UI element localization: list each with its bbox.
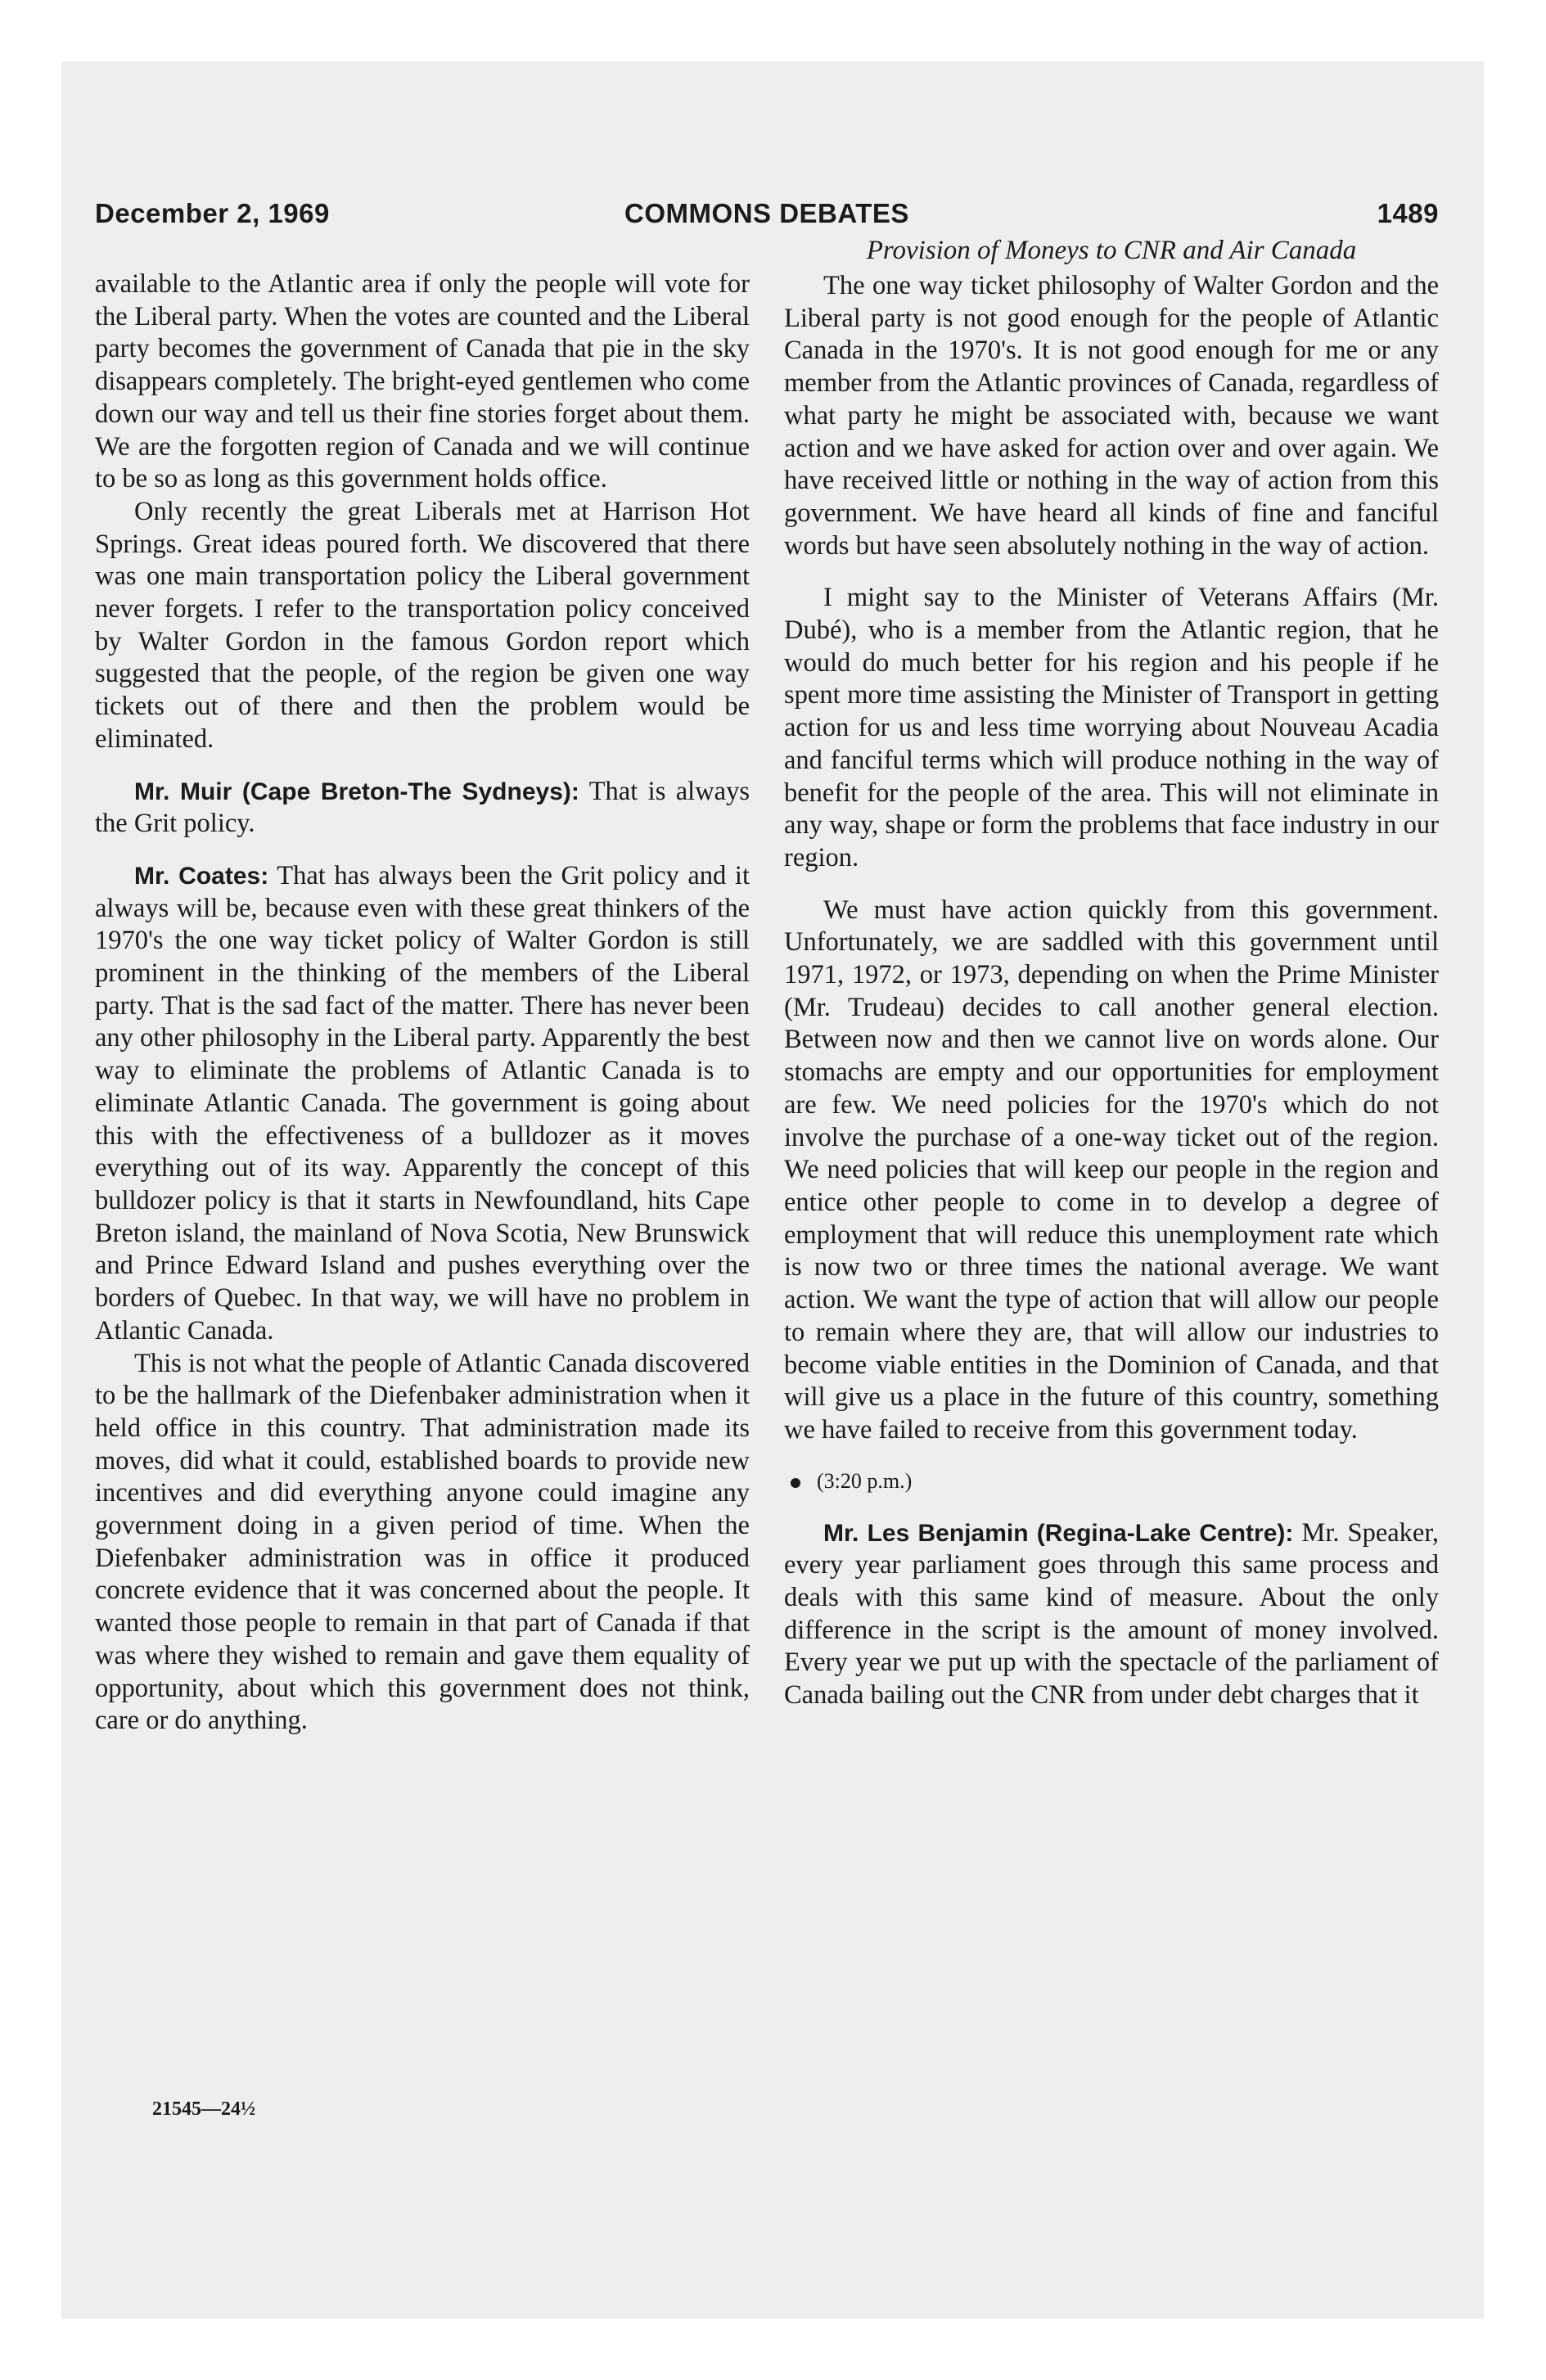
speech-paragraph (784, 1517, 1439, 1712)
paragraph: I might say to the Minister of Veterans Affairs (Mr. Dubé), who is a member from the Atlantic region, that he would do much better for his region and his people if he spent more time assisting the Minister of Transport in getting action for us and less time worrying about Nouveau Acadia and fanciful terms which will produce nothing in the way of benefit for the people of the area. This will not eliminate in any way, shape or form the problems that face industry in our region. (784, 583, 1439, 872)
timestamp (784, 1465, 1439, 1498)
page-header (95, 198, 1439, 231)
header-date: December 2, 1969 (95, 198, 330, 228)
paragraph: This is not what the people of Atlantic Canada discovered to be the hallmark of the Diefenbaker administration when it held office in this country. That administration made its moves, did what it could, established boards to provide new incentives and did everything anyone could imagine any government doing in a given period of time. When the Diefenbaker administration was in office it produced concrete evidence that it was concerned about the people. It wanted those people to remain in that part of Canada if that was where they wished to remain and gave them equality of opportunity, about which this government does not think, care or do anything. (95, 1348, 750, 1736)
header-title: COMMONS DEBATES (624, 198, 909, 228)
speaker-name: Mr. Coates: (134, 862, 269, 890)
header-page-number: 1489 (1377, 198, 1439, 228)
paragraph: We must have action quickly from this government. Unfortunately, we are saddled with this government until 1971, 1972, or 1973, depending on when the Prime Minister (Mr. Trudeau) decides to call another general election. Between now and then we cannot live on words alone. Our stomachs are empty and our opportunities for employment are few. We need policies for the 1970's which do not involve the purchase of a one-way ticket out of the region. We need policies that will keep our people in the region and entice other people to come in to develop a degree of employment that will reduce this unemployment rate which is now two or three times the national average. We want action. We want the type of action that will allow our people to remain where they are, that will allow our industries to become viable entities in the Dominion of Canada, and that will give us a place in the future of this country, something we have failed to receive from this government today. (784, 895, 1439, 1445)
printer-reference: 21545—24½ (152, 2098, 255, 2120)
speaker-name: Mr. Muir (Cape Breton-The Sydneys): (134, 778, 579, 805)
timestamp-text: (3:20 p.m.) (817, 1468, 913, 1493)
document-page (95, 187, 1439, 2175)
bullet-icon (791, 1478, 800, 1488)
speech-text: Mr. Speaker, every year parliament goes through this same process and deals with this same kind of measure. About the only difference in the script is the amount of money involved. Every year we put up with the spectacle of the parliament of Canada bailing out the CNR from under debt charges that it (784, 1517, 1439, 1711)
speech-paragraph (95, 776, 750, 841)
speech-text: That is always the Grit policy. (95, 776, 750, 839)
paragraph: Only recently the great Liberals met at Harrison Hot Springs. Great ideas poured forth. We discovered that there was one main transportation policy the Liberal government never forgets. I refer to the transportation policy conceived by Walter Gordon in the famous Gordon report which suggested that the people, of the region be given one way tickets out of there and then the problem would be eliminated. (95, 496, 750, 754)
speech-paragraph (95, 860, 750, 1348)
paragraph: available to the Atlantic area if only the people will vote for the Liberal party. When the votes are counted and the Liberal party becomes the government of Canada that pie in the sky disappears completely. The bright-eyed gentlemen who come down our way and tell us their fine stories forget about them. We are the forgotten region of Canada and we will continue to be so as long as this government holds office. (95, 269, 750, 494)
speech-text: That has always been the Grit policy and it always will be, because even with these great thinkers of the 1970's the one way ticket policy of Walter Gordon is still prominent in the thinking of the members of the Liberal party. That is the sad fact of the matter. There has never been any other philosophy in the Liberal party. Apparently the best way to eliminate the problems of Atlantic Canada is to eliminate Atlantic Canada. The government is going about this with the effectiveness of a bulldozer as it moves everything out of its way. Apparently the concept of this bulldozer policy is that it starts in Newfoundland, hits Cape Breton island, the mainland of Nova Scotia, New Brunswick and Prince Edward Island and pushes everything over the borders of Quebec. In that way, we will have no problem in Atlantic Canada. (95, 860, 750, 1346)
speaker-name: Mr. Les Benjamin (Regina-Lake Centre): (823, 1519, 1294, 1547)
paragraph: The one way ticket philosophy of Walter Gordon and the Liberal party is not good enough for the people of Atlantic Canada in the 1970's. It is not good enough for me or any member from the Atlantic provinces of Canada, regardless of what party he might be associated with, because we want action and we have asked for action over and over again. We have received little or nothing in the way of action from this government. We have heard all kinds of fine and fanciful words but have seen absolutely nothing in the way of action. (784, 271, 1439, 561)
left-column (95, 268, 750, 1738)
right-column (784, 232, 1439, 1712)
section-subheading: Provision of Moneys to CNR and Air Canada (866, 236, 1357, 265)
